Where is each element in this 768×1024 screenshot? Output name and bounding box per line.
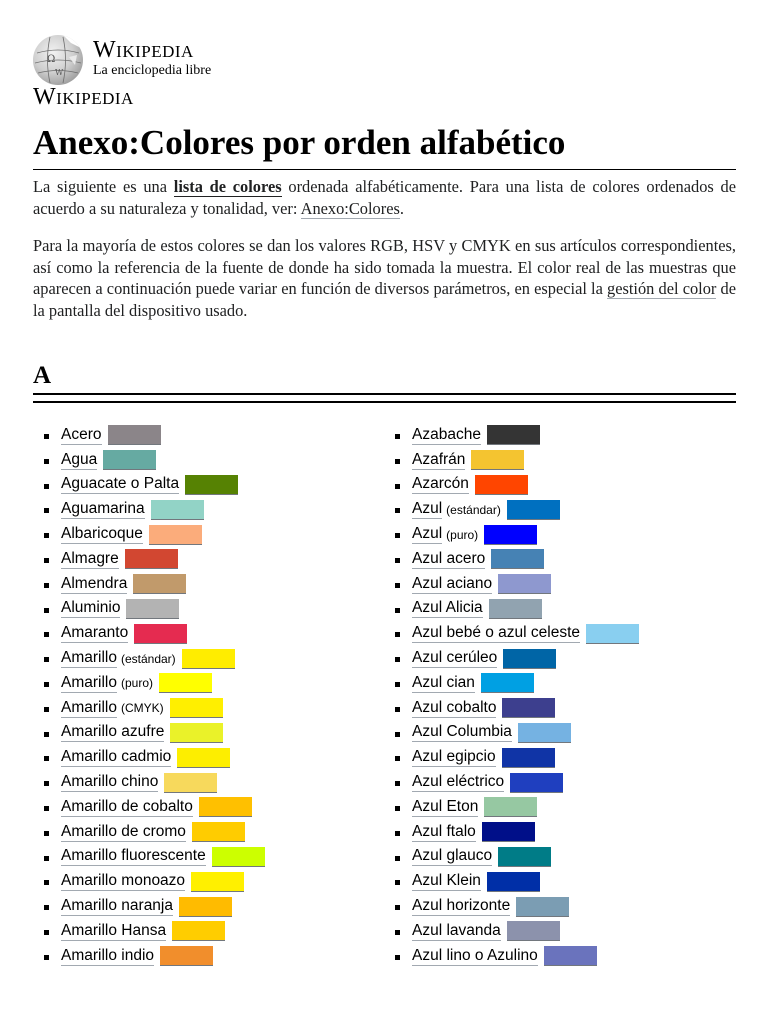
bullet-icon — [395, 508, 400, 513]
color-list-item — [384, 696, 736, 721]
color-name-link[interactable]: Amarillo de cobalto — [61, 797, 193, 815]
intro-paragraph-2 — [33, 235, 736, 321]
color-name-link[interactable]: Azul ftalo — [412, 822, 476, 840]
color-swatch — [212, 847, 265, 867]
color-swatch — [108, 425, 161, 445]
wikipedia-wordmark[interactable]: Wikipedia — [33, 84, 134, 110]
color-name-link[interactable]: Azul aciano — [412, 574, 493, 592]
svg-text:W: W — [55, 68, 64, 77]
color-swatch — [177, 748, 230, 768]
color-swatch — [103, 450, 156, 470]
bullet-icon — [395, 583, 400, 588]
color-list-item — [33, 522, 373, 547]
color-swatch — [503, 649, 556, 669]
color-name-link[interactable]: Amarillo naranja — [61, 897, 173, 915]
color-list-item — [33, 547, 373, 572]
color-list-item — [384, 522, 736, 547]
color-list-item — [384, 869, 736, 894]
color-list-item — [33, 572, 373, 597]
color-name-link[interactable]: Azul acero — [412, 549, 486, 567]
color-name-link[interactable]: Amarillo monoazo — [61, 872, 186, 890]
color-name-link[interactable]: Aguacate o Palta — [61, 475, 180, 493]
wordmark — [93, 37, 211, 79]
intro-text-1a: La siguiente es una — [33, 177, 174, 196]
color-name-link[interactable]: Azul bebé o azul celeste — [412, 624, 581, 642]
color-name-link[interactable]: Azul — [412, 500, 443, 518]
color-swatch — [484, 797, 537, 817]
intro-text-2b: de la pantalla del dispositivo usado. — [33, 279, 736, 320]
color-name-link[interactable]: Azul — [412, 525, 443, 543]
color-name-link[interactable]: Azul Klein — [412, 872, 481, 890]
color-swatch — [170, 698, 223, 718]
bullet-icon — [395, 632, 400, 637]
color-name-link[interactable]: Azabache — [412, 425, 481, 443]
color-name-link[interactable]: Azul Columbia — [412, 723, 512, 741]
intro-text-1c: . — [399, 198, 404, 218]
color-list-item — [33, 820, 373, 845]
bullet-icon — [44, 905, 49, 910]
color-list-item — [33, 770, 373, 795]
color-list-item — [33, 497, 373, 522]
color-name-link[interactable]: Azul cerúleo — [412, 649, 498, 667]
color-swatch — [172, 921, 225, 941]
color-name-link[interactable]: Amarillo — [61, 673, 117, 691]
color-swatch — [149, 525, 202, 545]
link-anexo-colores[interactable]: Anexo:Colores — [300, 198, 400, 218]
color-list-item — [384, 820, 736, 845]
color-swatch — [502, 698, 555, 718]
color-swatch — [481, 673, 534, 693]
intro-paragraph-1 — [33, 176, 736, 219]
bullet-icon — [395, 484, 400, 489]
color-swatch — [125, 549, 178, 569]
color-name-link[interactable]: Acero — [61, 425, 102, 443]
color-list-item — [384, 473, 736, 498]
color-swatch — [482, 822, 535, 842]
color-name-link[interactable]: Agua — [61, 450, 98, 468]
color-list-item — [33, 473, 373, 498]
bullet-icon — [395, 806, 400, 811]
color-list-item — [384, 795, 736, 820]
bullet-icon — [44, 930, 49, 935]
bullet-icon — [44, 434, 49, 439]
color-swatch — [502, 748, 555, 768]
color-name-link[interactable]: Azul eléctrico — [412, 773, 505, 791]
color-name-link[interactable]: Azul cian — [412, 673, 475, 691]
color-list-item — [33, 696, 373, 721]
color-name-link[interactable]: Azul horizonte — [412, 897, 511, 915]
color-swatch — [518, 723, 571, 743]
color-list-right — [384, 423, 736, 969]
color-list-item — [384, 721, 736, 746]
color-swatch — [498, 847, 551, 867]
color-swatch — [489, 599, 542, 619]
color-list-item — [33, 621, 373, 646]
color-list-item — [384, 547, 736, 572]
color-swatch — [471, 450, 524, 470]
color-name-link[interactable]: Amaranto — [61, 624, 129, 642]
color-list-item — [33, 597, 373, 622]
color-swatch — [487, 872, 540, 892]
bullet-icon — [395, 930, 400, 935]
bullet-icon — [395, 533, 400, 538]
color-swatch — [133, 574, 186, 594]
color-list-item — [33, 845, 373, 870]
bullet-icon — [395, 608, 400, 613]
intro-text-1b: ordenada alfabéticamente. Para una lista de colores ordenados de acuerdo a su naturaleza y tonalidad, ver: — [33, 177, 736, 218]
color-name-link[interactable]: Amarillo de cromo — [61, 822, 186, 840]
color-name-link[interactable]: Albaricoque — [61, 525, 143, 543]
color-name-link[interactable]: Amarillo — [61, 649, 117, 667]
color-list-item — [384, 770, 736, 795]
color-note: (puro) — [446, 527, 479, 542]
bullet-icon — [395, 682, 400, 687]
color-name-link[interactable]: Amarillo — [61, 698, 117, 716]
wikipedia-globe-icon — [33, 35, 83, 85]
color-list-item — [384, 497, 736, 522]
color-note: (CMYK) — [120, 701, 164, 716]
color-note: (estándar) — [120, 651, 176, 666]
color-list-item — [384, 597, 736, 622]
bullet-icon — [44, 608, 49, 613]
bullet-icon — [395, 434, 400, 439]
bullet-icon — [44, 955, 49, 960]
bullet-icon — [44, 533, 49, 538]
bullet-icon — [395, 756, 400, 761]
bullet-icon — [44, 806, 49, 811]
color-note: (estándar) — [446, 502, 501, 517]
color-list-item — [384, 423, 736, 448]
bullet-icon — [44, 856, 49, 861]
color-list-item — [33, 671, 373, 696]
color-swatch — [191, 872, 244, 892]
color-swatch — [159, 673, 212, 693]
color-name-link[interactable]: Almagre — [61, 549, 119, 567]
color-swatch — [199, 797, 252, 817]
bullet-icon — [44, 459, 49, 464]
section-divider — [33, 393, 736, 395]
color-swatch — [185, 475, 238, 495]
color-list-item — [384, 944, 736, 969]
color-swatch — [484, 525, 537, 545]
color-name-link[interactable]: Azul lavanda — [412, 921, 501, 939]
color-list-item — [33, 795, 373, 820]
color-name-link[interactable]: Azul Alicia — [412, 599, 483, 617]
bullet-icon — [44, 657, 49, 662]
color-swatch — [134, 624, 187, 644]
color-list-item — [33, 944, 373, 969]
color-name-link[interactable]: Azul lino o Azulino — [412, 946, 538, 964]
link-gestion-del-color[interactable]: gestión del color — [607, 279, 717, 298]
bullet-icon — [44, 756, 49, 761]
section-divider-secondary — [33, 401, 736, 403]
color-list-item — [33, 919, 373, 944]
color-name-link[interactable]: Amarillo cadmio — [61, 748, 172, 766]
color-list-item — [384, 621, 736, 646]
color-list-item — [33, 894, 373, 919]
color-name-link[interactable]: Almendra — [61, 574, 128, 592]
color-swatch — [160, 946, 213, 966]
bullet-icon — [395, 657, 400, 662]
color-swatch — [544, 946, 597, 966]
color-name-link[interactable]: Azul cobalto — [412, 698, 497, 716]
color-list-item — [33, 646, 373, 671]
color-swatch — [126, 599, 179, 619]
intro-text-2a: Para la mayoría de estos colores se dan los valores RGB, HSV y CMYK en sus artículos correspondientes, así como la referencia de la fuente de donde ha sido tomada la muestra. El color real de las muestras que aparecen a continuación puede variar en función de diversos parámetros, en especial la — [33, 236, 736, 298]
color-name-link[interactable]: Aguamarina — [61, 500, 145, 518]
color-list-item — [384, 894, 736, 919]
bullet-icon — [395, 856, 400, 861]
color-list-item — [384, 845, 736, 870]
color-list-item — [33, 869, 373, 894]
bullet-icon — [395, 781, 400, 786]
color-list-item — [384, 646, 736, 671]
bullet-icon — [395, 880, 400, 885]
site-logo[interactable] — [33, 35, 333, 87]
color-swatch — [487, 425, 540, 445]
color-list-left — [33, 423, 373, 969]
bullet-icon — [395, 558, 400, 563]
bullet-icon — [44, 682, 49, 687]
color-name-link[interactable]: Amarillo Hansa — [61, 921, 167, 939]
section-heading: A — [33, 362, 52, 389]
color-swatch — [182, 649, 235, 669]
color-swatch — [498, 574, 551, 594]
color-swatch — [510, 773, 563, 793]
color-swatch — [151, 500, 204, 520]
color-swatch — [192, 822, 245, 842]
bullet-icon — [395, 905, 400, 910]
color-swatch — [507, 500, 560, 520]
bullet-icon — [44, 707, 49, 712]
bullet-icon — [44, 484, 49, 489]
color-list-item — [33, 423, 373, 448]
color-swatch — [164, 773, 217, 793]
color-name-link[interactable]: Amarillo azufre — [61, 723, 165, 741]
color-swatch — [516, 897, 569, 917]
bullet-icon — [395, 459, 400, 464]
color-swatch — [475, 475, 528, 495]
bullet-icon — [44, 781, 49, 786]
color-name-link[interactable]: Aluminio — [61, 599, 121, 617]
color-list-item — [384, 745, 736, 770]
bullet-icon — [44, 508, 49, 513]
color-name-link[interactable]: Azul egipcio — [412, 748, 496, 766]
color-list-item — [33, 745, 373, 770]
color-name-link[interactable]: Amarillo chino — [61, 773, 159, 791]
color-name-link[interactable]: Azul Eton — [412, 797, 479, 815]
bullet-icon — [395, 831, 400, 836]
page-title: Anexo:Colores por orden alfabético — [33, 122, 736, 170]
svg-text:Ω: Ω — [47, 54, 56, 65]
color-swatch — [586, 624, 639, 644]
color-list-item — [384, 448, 736, 473]
color-name-link[interactable]: Azafrán — [412, 450, 466, 468]
bullet-icon — [44, 732, 49, 737]
color-list-item — [33, 448, 373, 473]
color-list-item — [33, 721, 373, 746]
color-name-link[interactable]: Amarillo fluorescente — [61, 847, 206, 865]
color-swatch — [507, 921, 560, 941]
bullet-icon — [395, 707, 400, 712]
color-name-link[interactable]: Azarcón — [412, 475, 469, 493]
color-list-item — [384, 572, 736, 597]
color-list-item — [384, 671, 736, 696]
color-list-item — [384, 919, 736, 944]
logo-title: Wikipedia — [93, 37, 194, 63]
bullet-icon — [44, 583, 49, 588]
link-lista-de-colores[interactable]: lista de colores — [173, 177, 282, 196]
color-name-link[interactable]: Azul glauco — [412, 847, 493, 865]
color-swatch — [179, 897, 232, 917]
color-swatch — [491, 549, 544, 569]
bullet-icon — [44, 831, 49, 836]
bullet-icon — [44, 632, 49, 637]
bullet-icon — [44, 880, 49, 885]
logo-tagline: La enciclopedia libre — [93, 63, 212, 78]
color-note: (puro) — [120, 676, 153, 691]
bullet-icon — [395, 955, 400, 960]
color-name-link[interactable]: Amarillo indio — [61, 946, 155, 964]
color-swatch — [170, 723, 223, 743]
bullet-icon — [395, 732, 400, 737]
bullet-icon — [44, 558, 49, 563]
